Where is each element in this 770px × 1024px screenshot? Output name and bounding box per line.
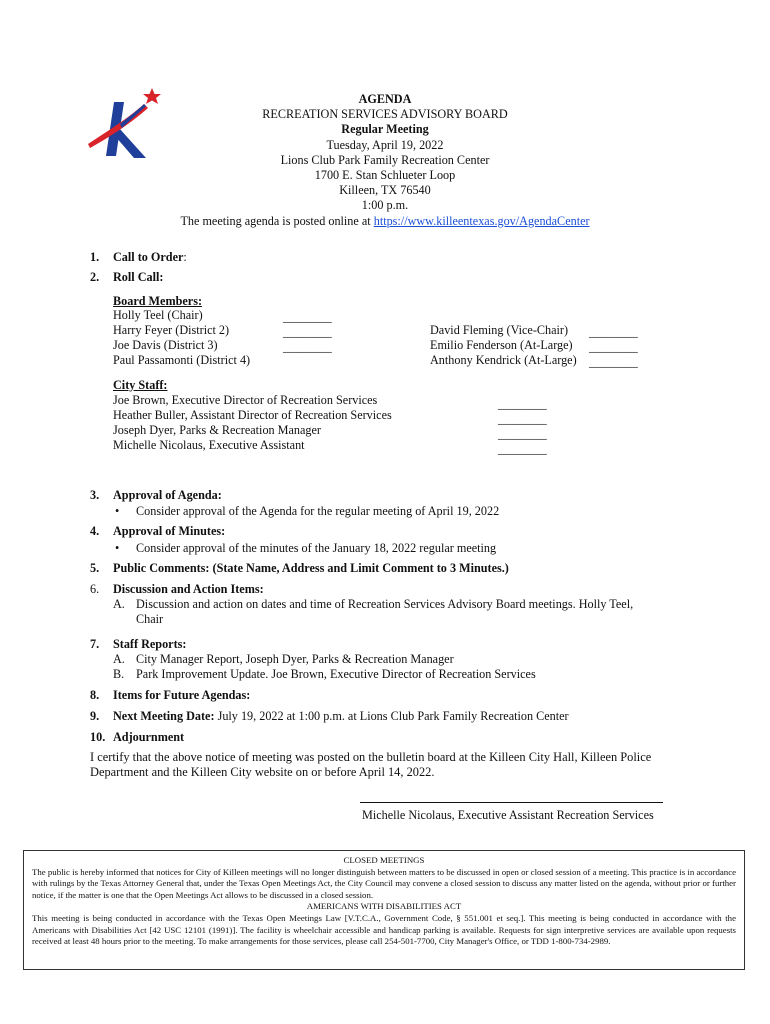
staff-member: Joseph Dyer, Parks & Recreation Manager [113,423,321,437]
meeting-date: Tuesday, April 19, 2022 [326,137,444,152]
meeting-venue: Lions Club Park Family Recreation Center [280,152,490,167]
item-approval-agenda: Approval of Agenda: [113,488,222,502]
board-name: RECREATION SERVICES ADVISORY BOARD [262,107,508,122]
attendance-blank: ________ [589,355,638,369]
staff-report-b-label: B. [113,667,125,681]
board-members-right [430,323,577,368]
approval-agenda-text: Consider approval of the Agenda for the regular meeting of April 19, 2022 [136,504,500,518]
meeting-address: 1700 E. Stan Schlueter Loop [314,168,456,183]
attendance-blank: ________ [589,340,638,354]
attendance-blank: ________ [498,397,547,411]
board-member: David Fleming (Vice-Chair) [430,323,569,337]
item-number-8: 8. [90,688,100,702]
board-member: Emilio Fenderson (At-Large) [430,338,573,352]
staff-report-a-label: A. [113,652,125,666]
bullet: • [115,504,120,518]
staff-report-b-text: Park Improvement Update. Joe Brown, Executive Director of Recreation Services [136,667,536,681]
board-members-heading: Board Members: [113,294,203,308]
attendance-blank: ________ [498,427,547,441]
item-number-5: 5. [90,561,100,575]
item-number-3: 3. [90,488,100,502]
item-number-10: 10. [90,730,106,744]
staff-member: Michelle Nicolaus, Executive Assistant [113,438,305,452]
item-number-2: 2. [90,270,100,284]
discussion-a-text-cont: Chair [136,612,164,626]
item-approval-minutes: Approval of Minutes: [113,524,226,538]
item-call-to-order: Call to Order: [113,250,187,264]
city-staff-list [113,393,392,453]
staff-member: Joe Brown, Executive Director of Recreation Services [113,393,378,407]
attendance-blank: ________ [283,340,332,354]
item-next-meeting: Next Meeting Date: July 19, 2022 at 1:00 p.m. at Lions Club Park Family Recreation Center [113,709,569,723]
staff-report-a-text: City Manager Report, Joseph Dyer, Parks & Recreation Manager [136,652,454,666]
certification-text: I certify that the above notice of meeting was posted on the bulletin board at the Killeen City Hall, Killeen Police Department and the Killeen City website on or before April 14, 2022. [90,750,652,779]
item-future-agendas: Items for Future Agendas: [113,688,251,702]
item-number-7: 7. [90,637,100,651]
attendance-blanks-staff [498,397,547,457]
item-public-comments: Public Comments: (State Name, Address and Limit Comment to 3 Minutes.) [113,561,509,575]
item-discussion: Discussion and Action Items: [113,582,264,596]
agenda-header [150,92,620,229]
attendance-blank: ________ [498,412,547,426]
city-staff-heading: City Staff: [113,378,168,392]
meeting-type: Regular Meeting [341,122,429,137]
item-number-1: 1. [90,250,100,264]
signature-line [360,802,663,803]
board-member: Anthony Kendrick (At-Large) [430,353,577,367]
approval-minutes-text: Consider approval of the minutes of the January 18, 2022 regular meeting [136,541,497,555]
ada-text: This meeting is being conducted in accordance with the Texas Open Meetings Law [V.T.C.A., Government Code, § 551.001 et seq.]. This meeting is being conducted in accordance with the Americans with Disabilities Act [42 USC 12101 (1991)]. The facility is wheelchair accessible and handicap parking is available. Requests for sign interpretive services are available upon requests received at least 48 hours prior to the meeting. To make arrangements for those services, please call 254-501-7700, City Manager's Office, or TDD 1-800-734-2989. [32,912,736,947]
item-adjournment: Adjournment [113,730,185,744]
item-staff-reports: Staff Reports: [113,637,187,651]
discussion-a-text: Discussion and action on dates and time of Recreation Services Advisory Board meetings. Holly Teel, [136,597,634,611]
attendance-blank: ________ [589,325,638,339]
agenda-title: AGENDA [358,92,412,106]
attendance-blanks-right [589,325,638,370]
meeting-city: Killeen, TX 76540 [339,183,431,198]
item-number-9: 9. [90,709,100,723]
legal-notice-box [23,850,745,970]
board-member: Joe Davis (District 3) [113,338,218,352]
item-number-6: 6. [90,582,100,596]
bullet: • [115,541,120,555]
attendance-blank: ________ [283,325,332,339]
attendance-blank: ________ [283,310,332,324]
staff-member: Heather Buller, Assistant Director of Recreation Services [113,408,392,422]
attendance-blanks-left [283,310,332,355]
meeting-time: 1:00 p.m. [361,198,409,213]
board-members-left [113,308,250,368]
item-roll-call: Roll Call: [113,270,164,284]
board-member: Harry Feyer (District 2) [113,323,230,337]
closed-meetings-text: The public is hereby informed that notices for City of Killeen meetings will no longer distinguish between matters to be discussed in open or closed session of a meeting. This practice is in accordance with rulings by the Texas Attorney General that, under the Texas Open Meetings Act, the City Council may convene a closed session to discuss any matter listed on the agenda, without prior or further notice, if the matter is one that the Open Meetings Act allows to be discussed in a closed session. [32,866,736,900]
agenda-center-link[interactable]: https://www.killeentexas.gov/AgendaCenter [373,213,590,228]
signature-name: Michelle Nicolaus, Executive Assistant Recreation Services [362,808,654,822]
board-member: Paul Passamonti (District 4) [113,353,251,367]
board-member: Holly Teel (Chair) [113,308,203,322]
attendance-blank: ________ [498,442,547,456]
posted-notice: The meeting agenda is posted online at https://www.killeentexas.gov/AgendaCenter [180,213,590,228]
item-number-4: 4. [90,524,100,538]
discussion-a-label: A. [113,597,125,611]
closed-meetings-title: CLOSED MEETINGS [343,855,425,865]
ada-title: AMERICANS WITH DISABILITIES ACT [306,901,462,912]
